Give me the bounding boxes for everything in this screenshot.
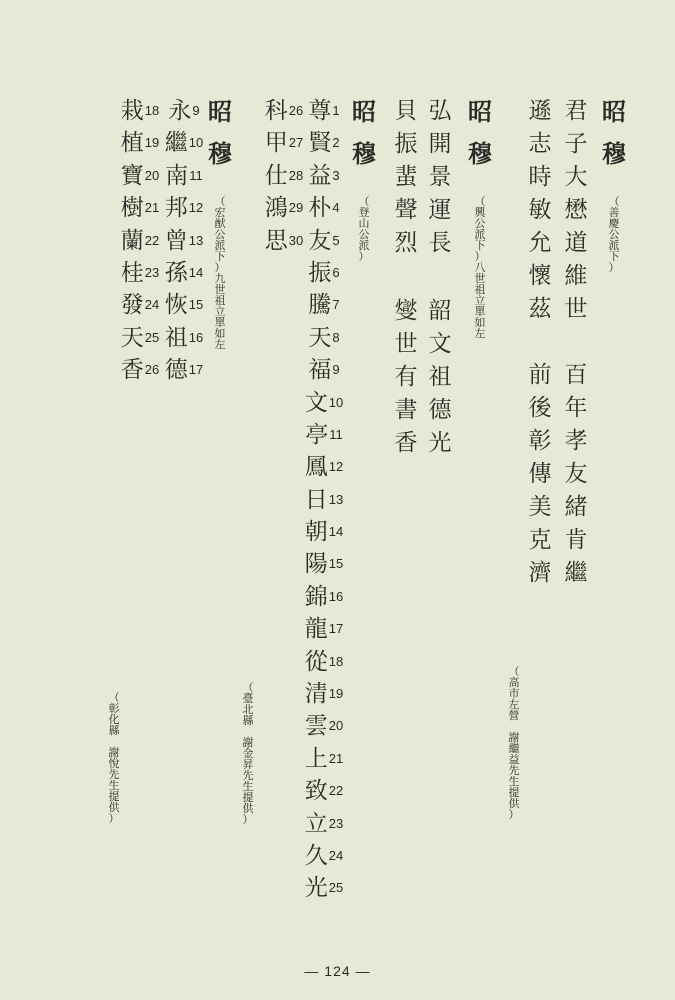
generation-entry: 鳳 12 bbox=[304, 454, 344, 481]
generation-entry: 永 9 bbox=[168, 98, 200, 124]
generation-entry: 思 30 bbox=[264, 227, 304, 254]
generation-entry: 甲 27 bbox=[264, 130, 304, 157]
sec1-branch-note: （ 善 慶 公 派 下 ） bbox=[608, 195, 620, 274]
generation-entry: 福 9 bbox=[308, 357, 340, 384]
generation-entry: 陽 15 bbox=[304, 551, 344, 578]
sec4-heading: 昭 穆 bbox=[208, 97, 232, 168]
generation-entry: 天 25 bbox=[120, 324, 160, 351]
generation-entry: 從 18 bbox=[304, 648, 344, 675]
generation-entry: 南 11 bbox=[165, 162, 203, 189]
sec3-heading: 昭 穆 bbox=[352, 97, 376, 168]
generation-entry: 益 3 bbox=[308, 162, 340, 189]
generation-entry: 孫 14 bbox=[164, 259, 204, 286]
generation-entry: 植 19 bbox=[120, 130, 160, 157]
generation-entry: 發 24 bbox=[120, 292, 160, 319]
sec2-col1-lower: 韶 文 祖 德 光 bbox=[428, 298, 452, 456]
sec4-list2 bbox=[118, 100, 162, 392]
generation-entry: 立 23 bbox=[304, 810, 344, 837]
page-number: — 124 — bbox=[304, 963, 371, 979]
sec1-col2-lower: 前 後 彰 傳 美 克 濟 bbox=[528, 362, 552, 586]
generation-entry: 科 26 bbox=[264, 98, 304, 124]
sec4-source-note: （ 彰 化 縣 謝 悅 先 生 提 供 ） bbox=[108, 691, 120, 825]
sec3-branch-note: （ 登 山 公 派 ） bbox=[358, 195, 370, 263]
generation-entry: 亭 11 bbox=[305, 421, 343, 448]
sec4-branch-note: （ 宏 猷 公 派 下 ） 九 世 祖 立 單 如 左 bbox=[214, 195, 226, 351]
sec2-col1-upper: 弘 開 景 運 長 bbox=[428, 98, 452, 256]
sec2-branch-note: （ 興 公 派 下 ） 八 世 祖 立 單 如 左 bbox=[474, 195, 486, 340]
generation-entry: 繼 10 bbox=[164, 130, 204, 157]
generation-entry: 祖 16 bbox=[164, 324, 204, 351]
generation-entry: 文 10 bbox=[304, 389, 344, 416]
generation-entry: 清 19 bbox=[304, 681, 344, 708]
generation-entry: 錦 16 bbox=[304, 583, 344, 610]
sec4-list1 bbox=[162, 100, 206, 392]
generation-entry: 光 25 bbox=[304, 875, 344, 902]
generation-entry: 恢 15 bbox=[164, 292, 204, 319]
sec3-source-note: （ 臺 北 縣 謝 金 昇 先 生 提 供 ） bbox=[242, 681, 254, 826]
sec1-col1-upper: 君 子 大 懋 道 維 世 bbox=[564, 98, 588, 322]
generation-entry: 蘭 22 bbox=[120, 227, 160, 254]
generation-entry: 天 8 bbox=[308, 324, 340, 351]
generation-entry: 龍 17 bbox=[304, 616, 344, 643]
generation-entry: 尊 1 bbox=[308, 98, 340, 124]
sec3-list1 bbox=[302, 100, 346, 910]
generation-entry: 雲 20 bbox=[304, 713, 344, 740]
generation-entry: 桂 23 bbox=[120, 259, 160, 286]
sec1-col1-lower: 百 年 孝 友 緒 肯 繼 bbox=[564, 362, 588, 586]
generation-entry: 德 17 bbox=[164, 357, 204, 384]
generation-entry: 曾 13 bbox=[164, 227, 204, 254]
sec1-col2-upper: 遜 志 時 敏 允 懷 茲 bbox=[528, 98, 552, 322]
generation-entry: 久 24 bbox=[304, 842, 344, 869]
generation-entry: 寶 20 bbox=[120, 162, 160, 189]
generation-entry: 賢 2 bbox=[308, 130, 340, 157]
generation-entry: 友 5 bbox=[308, 227, 340, 254]
generation-entry: 鴻 29 bbox=[264, 195, 304, 222]
generation-entry: 香 26 bbox=[120, 357, 160, 384]
generation-entry: 仕 28 bbox=[264, 162, 304, 189]
generation-entry: 振 6 bbox=[308, 259, 340, 286]
generation-entry: 致 22 bbox=[304, 778, 344, 805]
generation-entry: 騰 7 bbox=[308, 292, 340, 319]
sec2-col2-lower: 燮 世 有 書 香 bbox=[394, 298, 418, 456]
sec1-source-note: （ 高 市 左 營 謝 繼 益 先 生 提 供 ） bbox=[508, 665, 520, 821]
generation-entry: 邦 12 bbox=[164, 195, 204, 222]
generation-entry: 日 13 bbox=[304, 486, 344, 513]
generation-entry: 朴 4 bbox=[308, 195, 340, 222]
sec2-heading: 昭 穆 bbox=[468, 97, 492, 168]
sec2-col2-upper: 貝 振 蜚 聲 烈 bbox=[394, 98, 418, 256]
sec1-heading: 昭 穆 bbox=[602, 97, 626, 168]
generation-entry: 栽 18 bbox=[120, 98, 160, 124]
generation-entry: 上 21 bbox=[304, 745, 344, 772]
generation-entry: 朝 14 bbox=[304, 519, 344, 546]
generation-entry: 樹 21 bbox=[120, 195, 160, 222]
sec3-list2 bbox=[262, 100, 306, 262]
